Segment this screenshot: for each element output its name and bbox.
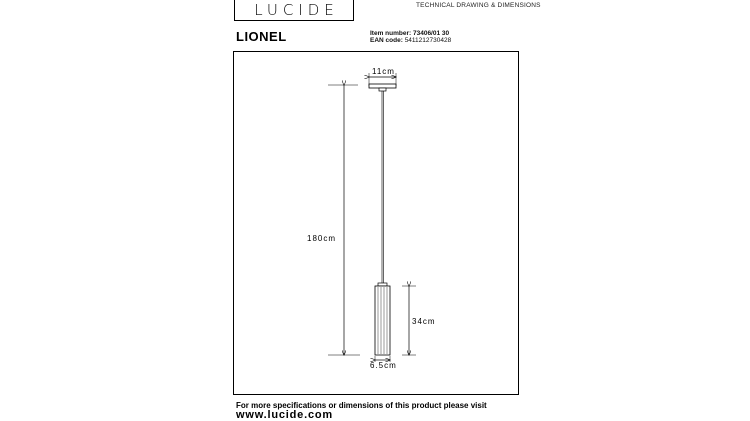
suspension-cable: [382, 91, 384, 283]
total-height-dimension: [328, 85, 360, 355]
ean-code-value: 5411212730428: [404, 37, 452, 44]
lamp-shade: [375, 283, 390, 355]
shade-width-label: 6.5cm: [370, 361, 397, 370]
canopy: [369, 84, 396, 91]
shade-height-label: 34cm: [412, 317, 436, 326]
brand-logo-text: LUCIDE: [254, 1, 339, 19]
website-link[interactable]: www.lucide.com: [236, 409, 333, 421]
ean-code-label: EAN code:: [370, 37, 403, 44]
footer-note: For more specifications or dimensions of this product please visit: [236, 401, 487, 410]
canopy-width-label: 11cm: [372, 67, 395, 76]
item-number-label: Item number:: [370, 30, 412, 37]
product-name: LIONEL: [236, 29, 287, 44]
total-height-label: 180cm: [307, 234, 337, 243]
item-number-value: 73406/01 30: [412, 30, 450, 37]
document-type: TECHNICAL DRAWING & DIMENSIONS: [416, 2, 541, 9]
